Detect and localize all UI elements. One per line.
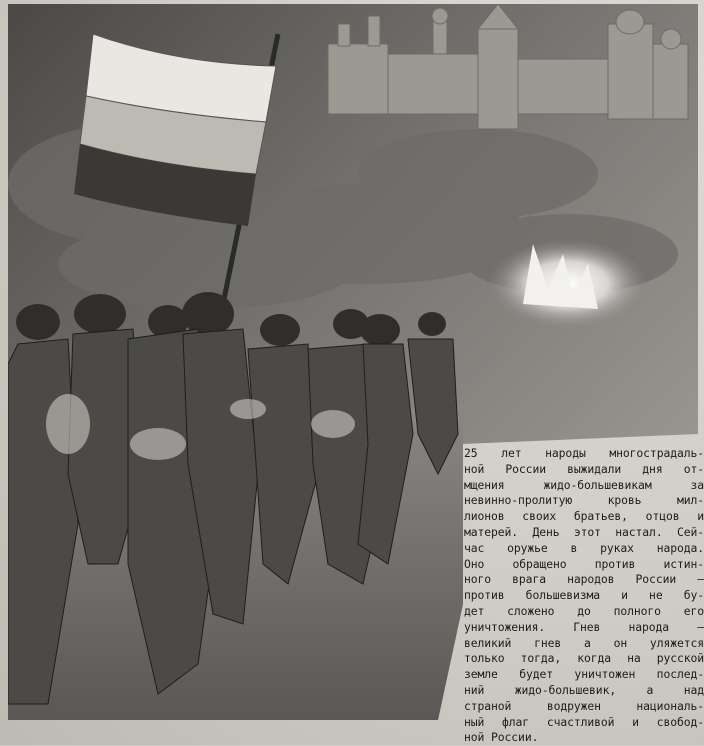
- caption-line: матерей. День этот настал. Сей-: [464, 524, 704, 539]
- caption-line: лионов своих братьев, отцов и: [464, 509, 704, 524]
- caption-line: ного врага народов России —: [464, 572, 704, 587]
- caption-line: против большевизма и не бу-: [464, 588, 704, 603]
- caption-line: Оно обращено против истин-: [464, 556, 704, 571]
- fire-burst: [488, 239, 648, 329]
- caption-line: мщения жидо-большевикам за: [464, 477, 704, 492]
- caption-line: ный флаг счастливой и свобод-: [464, 714, 704, 729]
- caption-line: невинно-пролитую кровь мил-: [464, 493, 704, 508]
- caption-line: час оружье в руках народа.: [464, 540, 704, 555]
- caption-line: 25 лет народы многострадаль-: [464, 446, 704, 460]
- caption-line: ний жидо-большевик, а над: [464, 682, 704, 697]
- caption-line: земле будет уничтожен послед-: [464, 667, 704, 682]
- caption-line: страной водружен националь-: [464, 698, 704, 713]
- caption-line: только тогда, когда на русской: [464, 651, 704, 666]
- caption-line: уничтожения. Гнев народа —: [464, 619, 704, 634]
- caption-line: ной России.: [464, 730, 539, 745]
- caption-line: ной России выжидали дня от-: [464, 461, 704, 476]
- caption-line: великий гнев а он уляжется: [464, 635, 704, 650]
- caption-line: дет сложено до полного его: [464, 603, 704, 618]
- caption-text: [464, 446, 704, 746]
